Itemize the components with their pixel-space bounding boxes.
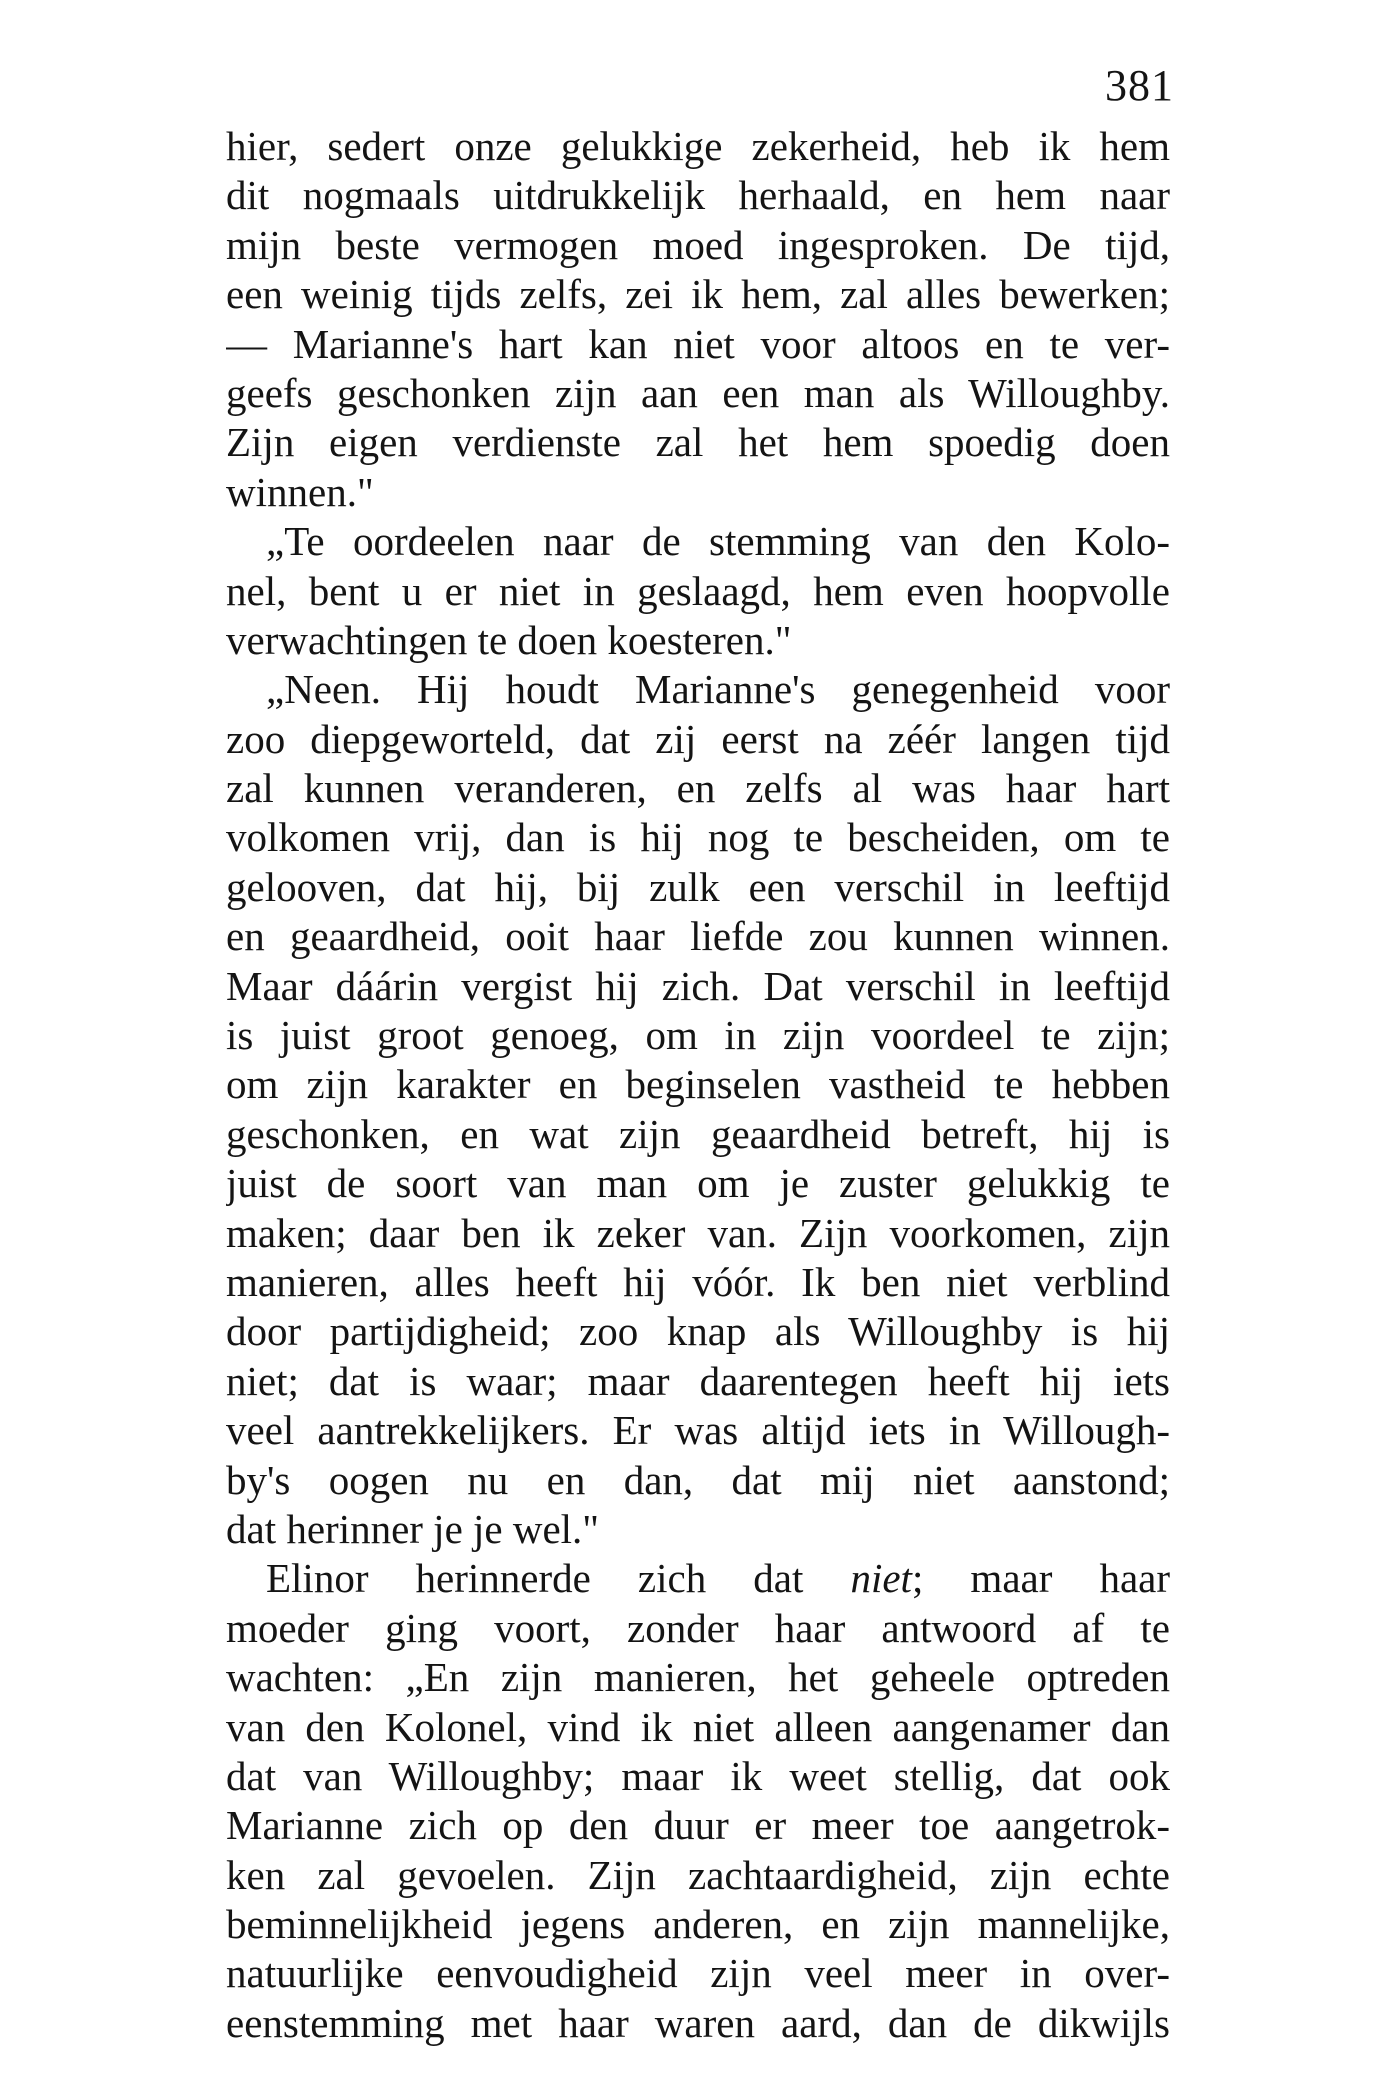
text-line: Marianne zich op den duur er meer toe aangetrok- [226,1802,1170,1849]
italic-run: niet [850,1555,912,1602]
text-line: by's oogen nu en dan, dat mij niet aanstond; [226,1456,1170,1503]
text-line: zoo diepgeworteld, dat zij eerst na zéér langen tijd [226,715,1170,762]
text-line: gelooven, dat hij, bij zulk een verschil in leeftijd [226,863,1170,910]
text-line: „Neen. Hij houdt Marianne's genegenheid voor [266,666,1170,713]
text-line: Zijn eigen verdienste zal het hem spoedig doen [226,419,1170,466]
text-line: beminnelijkheid jegens anderen, en zijn mannelijke, [226,1901,1170,1948]
text-line: zal kunnen veranderen, en zelfs al was haar hart [226,765,1170,812]
text-line: „Te oordeelen naar de stemming van den Kolo- [266,518,1170,565]
text-line: door partijdigheid; zoo knap als Willoughby is hij [226,1308,1170,1355]
body-text [226,122,1170,2048]
text-line: mijn beste vermogen moed ingesproken. De tijd, [226,221,1170,268]
text-line: maken; daar ben ik zeker van. Zijn voorkomen, zijn [226,1209,1170,1256]
text-line: geschonken, en wat zijn geaardheid betreft, hij is [226,1110,1170,1157]
text-run: Elinor herinnerde zich dat [266,1555,851,1602]
text-line: manieren, alles heeft hij vóór. Ik ben niet verblind [226,1258,1170,1305]
text-line: van den Kolonel, vind ik niet alleen aangenamer dan [226,1703,1170,1750]
text-line: en geaardheid, ooit haar liefde zou kunnen winnen. [226,913,1170,960]
text-line: verwachtingen te doen koesteren." [226,616,792,663]
text-run: ; maar haar [911,1555,1170,1602]
text-line: is juist groot genoeg, om in zijn voordeel te zijn; [226,1012,1170,1059]
text-line: winnen." [226,468,374,515]
text-line: volkomen vrij, dan is hij nog te bescheiden, om te [226,814,1170,861]
text-line: om zijn karakter en beginselen vastheid te hebben [226,1061,1170,1108]
text-line: geefs geschonken zijn aan een man als Willoughby. [226,369,1170,416]
text-line: veel aantrekkelijkers. Er was altijd iets in Willough- [226,1407,1170,1454]
text-line: — Marianne's hart kan niet voor altoos en te ver- [226,320,1170,367]
text-line: juist de soort van man om je zuster gelukkig te [226,1160,1170,1207]
text-line: ken zal gevoelen. Zijn zachtaardigheid, zijn echte [226,1851,1170,1898]
text-line: niet; dat is waar; maar daarentegen heeft hij iets [226,1357,1170,1404]
text-line: dat herinner je je wel." [226,1505,600,1552]
text-line: natuurlijke eenvoudigheid zijn veel meer in over- [226,1950,1170,1997]
text-line: eenstemming met haar waren aard, dan de dikwijls [226,1999,1170,2046]
text-line: een weinig tijds zelfs, zei ik hem, zal alles bewerken; [226,271,1170,318]
text-line: nel, bent u er niet in geslaagd, hem even hoopvolle [226,567,1170,614]
text-line [226,1554,1170,1603]
text-line: Maar dáárin vergist hij zich. Dat verschil in leeftijd [226,962,1170,1009]
text-line: wachten: „En zijn manieren, het geheele optreden [226,1654,1170,1701]
text-line: dat van Willoughby; maar ik weet stellig, dat ook [226,1752,1170,1799]
text-line: hier, sedert onze gelukkige zekerheid, heb ik hem [226,123,1170,169]
page-number: 381 [1105,61,1174,110]
text-line: moeder ging voort, zonder haar antwoord af te [226,1604,1170,1651]
text-line: dit nogmaals uitdrukkelijk herhaald, en hem naar [226,172,1170,219]
